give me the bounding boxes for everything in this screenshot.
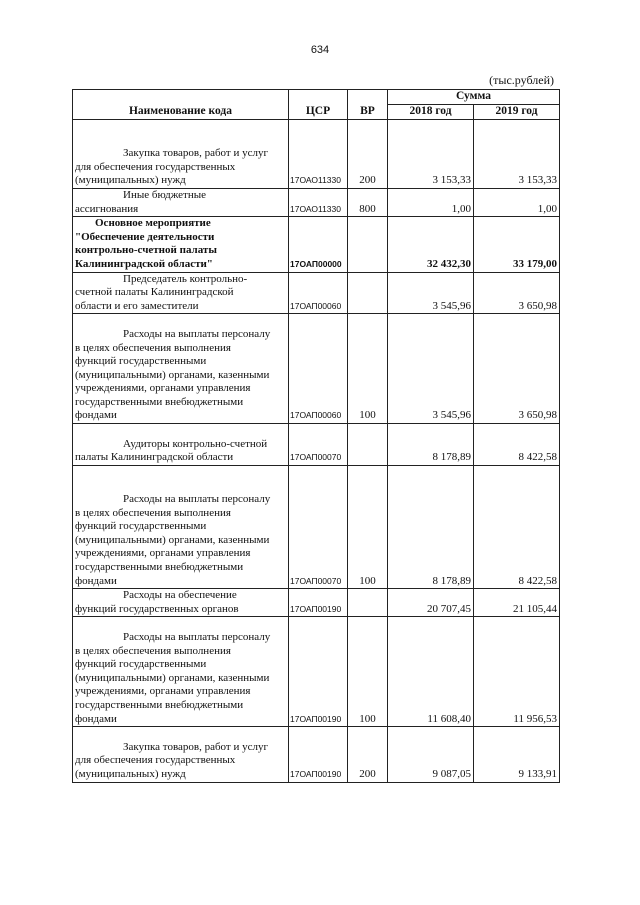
blank-line <box>75 727 286 741</box>
row-name <box>73 314 289 424</box>
row-csr: 17ОАП00190 <box>289 617 348 727</box>
row-name <box>73 188 289 216</box>
row-sum-2019: 3 153,33 <box>474 120 560 189</box>
row-name-line: счетной палаты Калининградской <box>75 286 234 299</box>
blank-line <box>75 479 286 493</box>
row-name-line: для обеспечения государственных <box>75 754 236 767</box>
blank-line <box>75 617 286 631</box>
row-name-line: "Обеспечение деятельности <box>75 230 215 243</box>
row-name <box>73 727 289 782</box>
row-csr: 17ОАП00060 <box>289 272 348 314</box>
row-name-line: функций государственными <box>75 658 207 671</box>
table-row <box>73 272 560 314</box>
row-sum-2018: 11 608,40 <box>388 617 474 727</box>
row-vr: 800 <box>348 188 388 216</box>
row-name-line: Аудиторы контрольно-счетной <box>123 437 268 450</box>
row-name <box>73 272 289 314</box>
row-name <box>73 424 289 466</box>
header-csr: ЦСР <box>289 90 348 120</box>
row-name-line: (муниципальных) нужд <box>75 767 186 780</box>
table-row <box>73 424 560 466</box>
row-name-line: функций государственными <box>75 520 207 533</box>
row-name-line: Иные бюджетные <box>123 188 207 201</box>
row-name-line: Расходы на выплаты персоналу <box>123 493 271 506</box>
row-csr: 17ОАП00000 <box>289 217 348 272</box>
table-row <box>73 617 560 727</box>
row-name-line: (муниципальными) органами, казенными <box>75 671 270 684</box>
row-sum-2018: 32 432,30 <box>388 217 474 272</box>
blank-line <box>75 134 286 148</box>
row-vr <box>348 589 388 617</box>
row-name-line: учреждениями, органами управления <box>75 685 251 698</box>
row-name-line: государственными внебюджетными <box>75 395 244 408</box>
blank-line <box>75 424 286 438</box>
row-sum-2019: 33 179,00 <box>474 217 560 272</box>
row-name-line: Калининградской области" <box>75 257 213 270</box>
row-name <box>73 589 289 617</box>
row-vr <box>348 424 388 466</box>
row-csr: 17ОАО11330 <box>289 188 348 216</box>
table-row <box>73 727 560 782</box>
row-vr <box>348 272 388 314</box>
blank-line <box>75 314 286 328</box>
row-name <box>73 465 289 588</box>
header-sum: Сумма <box>388 90 560 105</box>
row-csr: 17ОАП00190 <box>289 727 348 782</box>
row-sum-2018: 1,00 <box>388 188 474 216</box>
row-csr: 17ОАП00060 <box>289 314 348 424</box>
row-vr: 100 <box>348 617 388 727</box>
row-name-line: фондами <box>75 409 117 422</box>
table-row <box>73 589 560 617</box>
row-sum-2019: 21 105,44 <box>474 589 560 617</box>
row-name-line: Закупка товаров, работ и услуг <box>123 147 268 160</box>
row-name-line: Расходы на выплаты персоналу <box>123 327 271 340</box>
row-vr: 100 <box>348 465 388 588</box>
row-name-line: палаты Калининградской области <box>75 451 234 464</box>
row-sum-2019: 1,00 <box>474 188 560 216</box>
row-name-line: в целях обеспечения выполнения <box>75 506 231 519</box>
row-name-line: учреждениями, органами управления <box>75 382 251 395</box>
header-2018: 2018 год <box>388 105 474 120</box>
row-sum-2019: 9 133,91 <box>474 727 560 782</box>
row-vr: 100 <box>348 314 388 424</box>
row-name-line: функций государственными <box>75 355 207 368</box>
row-sum-2018: 3 545,96 <box>388 272 474 314</box>
row-name-line: государственными внебюджетными <box>75 561 244 573</box>
row-name-line: Расходы на обеспечение <box>123 589 237 602</box>
row-name-line: функций государственных органов <box>75 602 239 615</box>
row-csr: 17ОАО11330 <box>289 120 348 189</box>
budget-table <box>72 89 560 783</box>
table-row <box>73 465 560 588</box>
row-vr <box>348 217 388 272</box>
header-vr: ВР <box>348 90 388 120</box>
row-name-line: (муниципальными) органами, казенными <box>75 533 270 546</box>
row-name-line: учреждениями, органами управления <box>75 547 251 560</box>
row-name-line: ассигнования <box>75 202 139 215</box>
row-name-line: фондами <box>75 574 117 587</box>
row-name-line: для обеспечения государственных <box>75 160 236 173</box>
row-name-line: в целях обеспечения выполнения <box>75 644 231 657</box>
row-name-line: государственными внебюджетными <box>75 698 244 711</box>
row-csr: 17ОАП00070 <box>289 465 348 588</box>
row-name-line: контрольно-счетной палаты <box>75 244 217 257</box>
header-2019: 2019 год <box>474 105 560 120</box>
row-vr: 200 <box>348 727 388 782</box>
row-vr: 200 <box>348 120 388 189</box>
row-name-line: (муниципальных) нужд <box>75 174 186 187</box>
table-row <box>73 314 560 424</box>
row-sum-2018: 20 707,45 <box>388 589 474 617</box>
row-sum-2018: 3 153,33 <box>388 120 474 189</box>
row-name <box>73 217 289 272</box>
units-label: (тыс.рублей) <box>489 73 554 87</box>
blank-line <box>75 466 286 480</box>
row-sum-2019: 3 650,98 <box>474 272 560 314</box>
row-sum-2018: 8 178,89 <box>388 424 474 466</box>
row-name-line: Основное мероприятие <box>95 217 211 230</box>
row-sum-2019: 8 422,58 <box>474 424 560 466</box>
table-row <box>73 188 560 216</box>
row-name-line: (муниципальными) органами, казенными <box>75 368 270 381</box>
row-name-line: Председатель контрольно- <box>123 272 248 285</box>
header-name: Наименование кода <box>73 90 289 120</box>
row-sum-2019: 8 422,58 <box>474 465 560 588</box>
row-sum-2018: 8 178,89 <box>388 465 474 588</box>
row-name-line: фондами <box>75 712 117 725</box>
row-name-line: в целях обеспечения выполнения <box>75 341 231 354</box>
table-row <box>73 120 560 189</box>
row-sum-2018: 3 545,96 <box>388 314 474 424</box>
row-name <box>73 617 289 727</box>
row-sum-2019: 3 650,98 <box>474 314 560 424</box>
blank-line <box>75 120 286 134</box>
row-csr: 17ОАП00070 <box>289 424 348 466</box>
row-name <box>73 120 289 189</box>
row-csr: 17ОАП00190 <box>289 589 348 617</box>
page-number: 634 <box>310 44 330 56</box>
row-sum-2018: 9 087,05 <box>388 727 474 782</box>
table-body <box>73 120 560 783</box>
row-name-line: области и его заместители <box>75 299 199 312</box>
table-row <box>73 217 560 272</box>
row-name-line: Расходы на выплаты персоналу <box>123 630 271 643</box>
row-sum-2019: 11 956,53 <box>474 617 560 727</box>
row-name-line: Закупка товаров, работ и услуг <box>123 740 268 753</box>
